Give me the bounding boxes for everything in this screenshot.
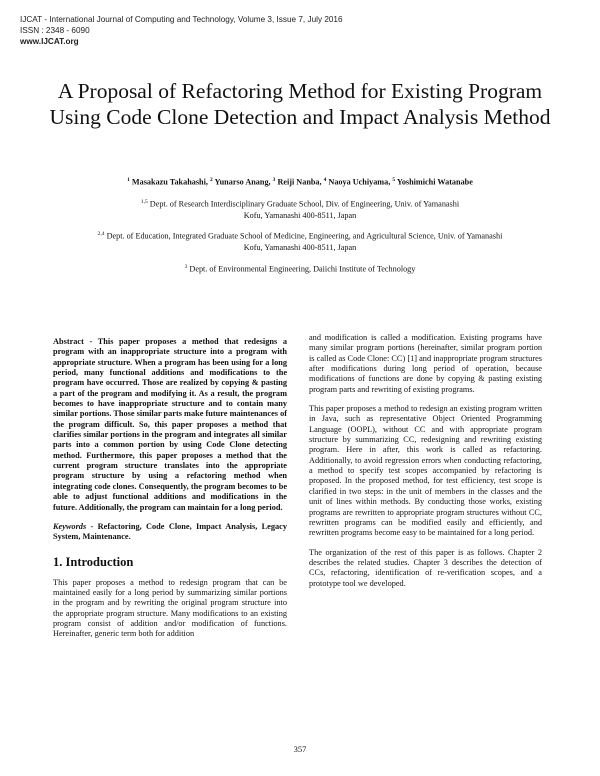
author-name: Yunarso Anang, — [214, 177, 271, 187]
author-sup: 2 — [209, 177, 213, 183]
author-sup: 1 — [127, 177, 130, 183]
affiliation-2 — [70, 229, 530, 254]
author-name: Masakazu Takahashi, — [131, 177, 208, 187]
affiliation-sup: 1,5 — [140, 199, 148, 205]
affiliation-line: Dept. of Education, Integrated Graduate School of Medicine, Engineering, and Agricultural Science, Univ. of Yamanashi — [106, 231, 503, 241]
affiliation-line: Dept. of Environmental Engineering, Daiichi Institute of Technology — [189, 264, 416, 274]
affiliation-line: Dept. of Research Interdisciplinary Graduate School, Div. of Engineering, Univ. of Yamanashi — [149, 199, 460, 209]
body-paragraph: and modification is called a modification. Existing programs have many similar program portions (hereinafter, similar program portion is called as Code Clone: CC) [1] and inappropriate program structures after modifications during long period of operation, because modifications of functions are done by copying & pasting existing program parts and rewriting of existing programs. — [309, 333, 542, 394]
author-name: Yoshimichi Watanabe — [396, 177, 473, 187]
affiliation-line: Kofu, Yamanashi 400-8511, Japan — [243, 243, 357, 253]
affiliation-sup: 2,4 — [97, 231, 105, 237]
author-sup: 4 — [323, 177, 327, 183]
author-name: Reiji Nanba, — [277, 177, 322, 187]
left-column — [53, 337, 287, 649]
affiliation-1 — [70, 197, 530, 222]
body-paragraph: The organization of the rest of this paper is as follows. Chapter 2 describes the related studies. Chapter 3 describes the detection of CCs, refactoring, identification of re-verification scopes, and a prototype tool we developed. — [309, 547, 542, 588]
body-paragraph: This paper proposes a method to redesign an existing program written in Java, such as representative Object Oriented Programming Language (OOPL), without CC and with appropriate program structure by summarizing CC, redesigning and rewriting existing program. Here in after, this work is called as refactoring. Additionally, to avoid regression errors when conducting refactoring, a method to specify test scopes accompanied by refactoring is proposed. In the proposed method, for test efficiency, test scope is clarified in two steps: in the unit of members in the classes and the unit of lines within methods. By conducting those works, existing programs are rewritten to appropriate program structures without CC, rewritten programs can be modified easily and efficiently, and rewritten programs become easy to be maintained for a long period. — [309, 404, 542, 538]
author-name: Naoya Uchiyama, — [328, 177, 391, 187]
keywords-label: Keywords — [53, 521, 87, 531]
paper-title: A Proposal of Refactoring Method for Existing Program Using Code Clone Detection and Impact Analysis Method — [49, 79, 551, 129]
journal-line: IJCAT - International Journal of Computing and Technology, Volume 3, Issue 7, July 2016 — [20, 15, 343, 24]
affiliation-3 — [70, 262, 530, 275]
keywords — [53, 522, 287, 543]
affiliation-line: Kofu, Yamanashi 400-8511, Japan — [243, 211, 357, 221]
page-number: 357 — [293, 744, 307, 754]
journal-header — [20, 14, 343, 47]
intro-paragraph: This paper proposes a method to redesign program that can be maintained easily for a long period by summarizing similar portions in the program and by rewriting the original program structure into the appropriate program structure. Many modifications to an existing program consist of addition and/or modification of functions. Hereinafter, generic term both for addition — [53, 577, 287, 639]
issn: ISSN : 2348 - 6090 — [20, 26, 90, 35]
journal-site-link[interactable]: www.IJCAT.org — [20, 37, 79, 46]
keywords-text: - Refactoring, Code Clone, Impact Analysis, Legacy System, Maintenance. — [53, 521, 287, 542]
author-list — [40, 177, 560, 187]
affiliation-sup: 3 — [184, 264, 188, 270]
right-column — [309, 333, 542, 598]
author-sup: 3 — [272, 177, 276, 183]
section-heading: 1. Introduction — [53, 554, 134, 569]
author-sup: 5 — [392, 177, 396, 183]
abstract: Abstract - This paper proposes a method that redesigns a program with an inappropriate structure into a program with appropriate structure. When a program has been using for a long period, many functional additions and modifications to the program have occurred. Those are realized by copying & pasting a part of the program and modifying it. As a result, the program becomes to have inappropriate structure and to contain many similar portions. Those similar parts make future maintenances of the program difficult. So, this paper proposes a method that clarifies similar portions in the program and integrates all similar parts into a common portion by using Code Clone detecting method. Furthermore, this paper proposes a method that the current program structure translates into the appropriate program structure by using a refactoring method when integrating code clones. Consequently, the program becomes to be able to adjust functional additions and modifications in the future. Additionally, the program can maintain for a long period. — [53, 337, 287, 512]
